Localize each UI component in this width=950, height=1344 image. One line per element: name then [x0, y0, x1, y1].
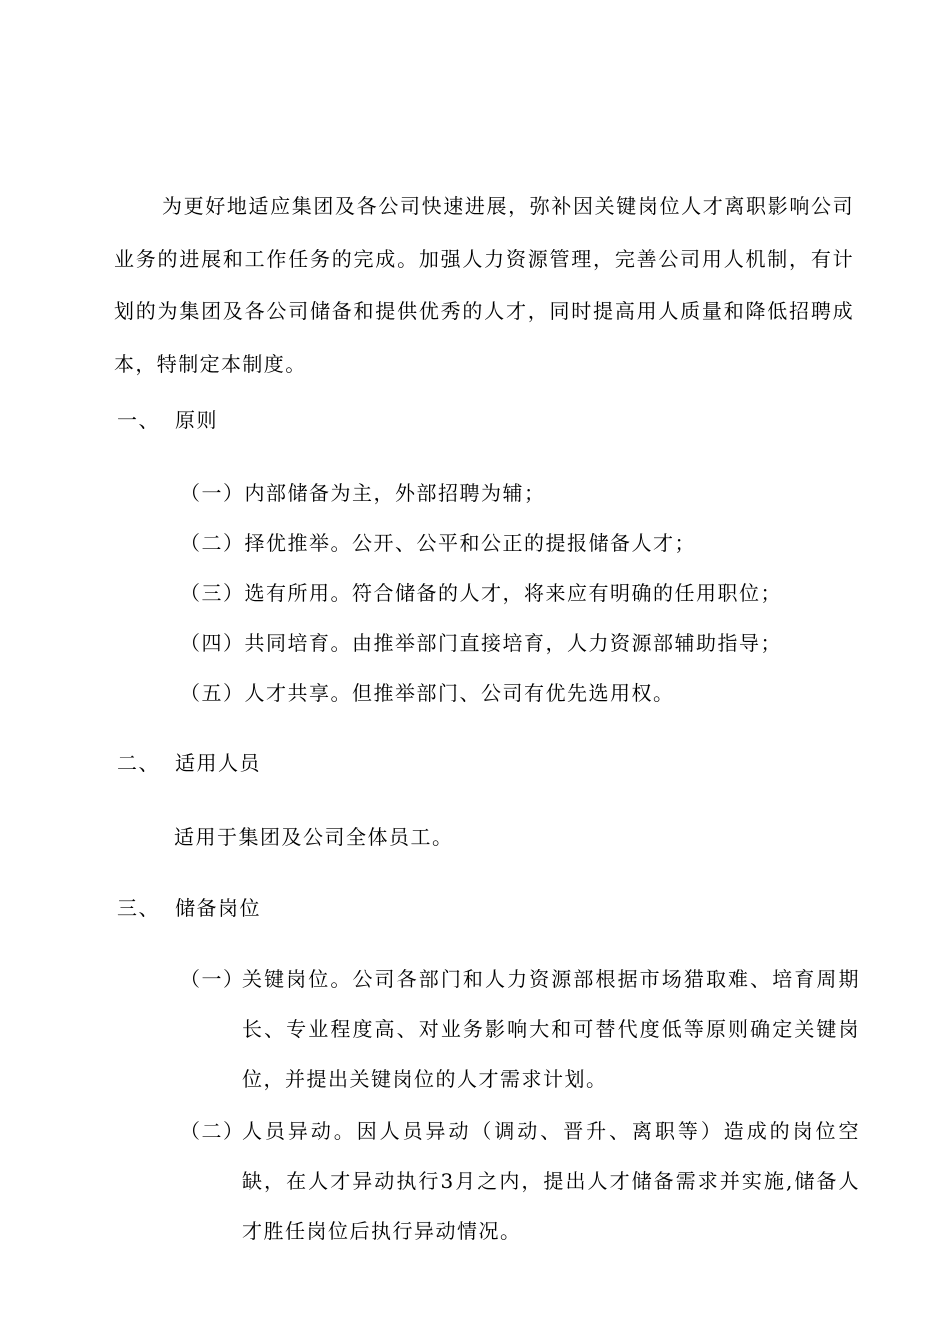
principle-item: （四）共同培育。由推举部门直接培育，人力资源部辅助指导；: [180, 631, 782, 655]
section-heading-applicable-personnel: [117, 748, 261, 778]
reserve-position-item: [180, 1106, 860, 1256]
item-text: 人员异动。因人员异动（调动、晋升、离职等）造成的岗位空缺，在人才异动执行3月之内，提出人才储备需求并实施,储备人才胜任岗位后执行异动情况。: [242, 1119, 860, 1243]
section-title: 适用人员: [175, 751, 261, 775]
principle-item: （二）择优推举。公开、公平和公正的提报储备人才；: [180, 531, 696, 555]
section-heading-principles: [117, 405, 218, 435]
principle-item: （一）内部储备为主，外部招聘为辅；: [180, 481, 546, 505]
applicable-personnel-text: 适用于集团及公司全体员工。: [174, 825, 454, 849]
section-number: 三、: [117, 896, 160, 920]
item-label: （二）: [180, 1119, 245, 1143]
intro-paragraph: 为更好地适应集团及各公司快速进展，弥补因关键岗位人才离职影响公司业务的进展和工作任务的完成。加强人力资源管理，完善公司用人机制，有计划的为集团及各公司储备和提供优秀的人才，同时提高用人质量和降低招聘成本，特制定本制度。: [114, 194, 854, 376]
principle-item: （三）选有所用。符合储备的人才，将来应有明确的任用职位；: [180, 581, 782, 605]
section-number: 一、: [117, 408, 160, 432]
item-label: （一）: [180, 967, 245, 991]
reserve-position-item: [180, 954, 860, 1104]
section-number: 二、: [117, 751, 160, 775]
section-title: 储备岗位: [175, 896, 261, 920]
item-text: 关键岗位。公司各部门和人力资源部根据市场猎取难、培育周期长、专业程度高、对业务影响大和可替代度低等原则确定关键岗位，并提出关键岗位的人才需求计划。: [242, 967, 860, 1091]
section-heading-reserve-positions: [117, 893, 261, 923]
section-title: 原则: [175, 408, 218, 432]
principle-item: （五）人才共享。但推举部门、公司有优先选用权。: [180, 681, 675, 705]
